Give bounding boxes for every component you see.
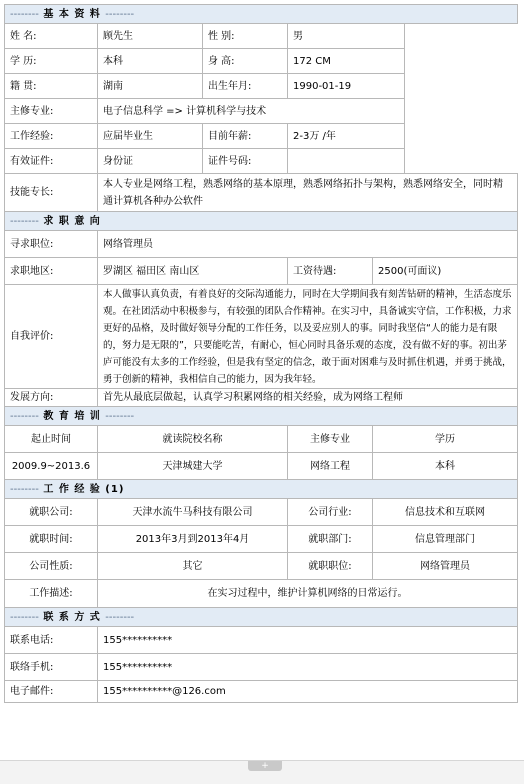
table-row [5,453,518,480]
section-title: 联 系 方 式 [43,611,101,623]
field-label: 姓 名: [5,24,98,49]
field-value-industry: 信息技术和互联网 [373,499,518,526]
field-label: 工资待遇: [288,258,373,285]
field-value-pay: 2500(可面议) [373,258,518,285]
field-label: 电子邮件: [5,681,98,703]
edu-period: 2009.9~2013.6 [5,453,98,480]
field-value-nature: 其它 [98,553,288,580]
field-label: 就职部门: [288,526,373,553]
field-value-area: 罗湖区 福田区 南山区 [98,258,288,285]
field-label: 公司性质: [5,553,98,580]
section-header-contact: -------- 联 系 方 式 -------- [5,608,518,627]
intention-table [4,211,518,407]
field-label: 联络手机: [5,654,98,681]
table-header: 主修专业 [288,426,373,453]
field-label: 证件号码: [203,149,288,174]
field-value-cert: 身份证 [98,149,203,174]
table-header: 起止时间 [5,426,98,453]
field-value-dir: 首先从最底层做起，认真学习积累网络的相关经验，成为网络工程师 [98,389,518,407]
field-value-desc: 在实习过程中，维护计算机网络的日常运行。 [98,580,518,608]
section-title: 工 作 经 验 (1) [43,483,125,495]
field-label: 公司行业: [288,499,373,526]
field-label: 就职时间: [5,526,98,553]
section-title: 教 育 培 训 [43,410,101,422]
field-value-certno [288,149,405,174]
plus-icon: + [261,761,269,771]
field-label: 就职公司: [5,499,98,526]
field-label: 目前年薪: [203,124,288,149]
expand-button[interactable] [248,761,282,771]
field-value-time: 2013年3月到2013年4月 [98,526,288,553]
section-header-intention: -------- 求 职 意 向 [5,212,518,231]
page-break-bar [0,760,524,784]
field-label: 身 高: [203,49,288,74]
field-label: 工作经验: [5,124,98,149]
field-label: 籍 贯: [5,74,98,99]
table-header: 就读院校名称 [98,426,288,453]
section-header-work: -------- 工 作 经 验 (1) [5,480,518,499]
section-header-basic: -------- 基 本 资 料 -------- [5,5,518,24]
field-value-email: 155**********@126.com [98,681,518,703]
field-label: 寻求职位: [5,231,98,258]
field-label: 出生年月: [203,74,288,99]
table-header: 学历 [373,426,518,453]
resume-document [4,4,517,703]
field-label: 性 别: [203,24,288,49]
edu-major: 网络工程 [288,453,373,480]
field-value-company: 天津水流牛马科技有限公司 [98,499,288,526]
field-value-origin: 湖南 [98,74,203,99]
field-value-job: 网络管理员 [373,553,518,580]
field-label: 学 历: [5,49,98,74]
field-label: 求职地区: [5,258,98,285]
field-value-phone: 155********** [98,627,518,654]
field-label: 发展方向: [5,389,98,407]
field-label: 有效证件: [5,149,98,174]
basic-info-table [4,4,518,212]
field-value-salary: 2-3万 /年 [288,124,405,149]
field-label: 就职职位: [288,553,373,580]
edu-degree: 本科 [373,453,518,480]
photo-area [405,24,518,49]
field-value-name: 顾先生 [98,24,203,49]
contact-table [4,607,518,703]
field-value-position: 网络管理员 [98,231,518,258]
field-value-exp: 应届毕业生 [98,124,203,149]
field-label: 技能专长: [5,174,98,212]
field-label: 联系电话: [5,627,98,654]
section-header-education: -------- 教 育 培 训 -------- [5,407,518,426]
field-value-skill: 本人专业是网络工程，熟悉网络的基本原理，熟悉网络拓扑与架构，熟悉网络安全，同时精通计算机各种办公软件 [98,174,518,212]
section-title: 基 本 资 料 [43,8,101,20]
section-title: 求 职 意 向 [43,215,101,227]
field-value-edu: 本科 [98,49,203,74]
edu-school: 天津城建大学 [98,453,288,480]
field-value-birth: 1990-01-19 [288,74,405,99]
field-label: 工作描述: [5,580,98,608]
education-table [4,406,518,480]
field-value-major: 电子信息科学 => 计算机科学与技术 [98,99,405,124]
field-value-dept: 信息管理部门 [373,526,518,553]
field-value-height: 172 CM [288,49,405,74]
field-value-self: 本人做事认真负责，有着良好的交际沟通能力，同时在大学期间我有刻苦钻研的精神，生活态度乐观。在社团活动中积极参与，有较强的团队合作精神。在实习中，具备诚实守信，工作积极，力求更好的品格，及时做好领导分配的工作任务，以及妥应别人的事。同时我坚信“人的能力是有限的，努力是无限的”，只要能吃苦，有耐心，恒心同时具备乐观的态度，没有做不好的事。初出茅庐可能没有太多的工作经验，但是我有坚定的信念，敢于面对困难与及时抓住机遇，并勇于挑战，勇于创新的精神，我相信自己的能力，因为我年轻。 [98,285,518,389]
field-label: 主修专业: [5,99,98,124]
field-value-mobile: 155********** [98,654,518,681]
field-label: 自我评价: [5,285,98,389]
work-table [4,479,518,608]
field-value-gender: 男 [288,24,405,49]
